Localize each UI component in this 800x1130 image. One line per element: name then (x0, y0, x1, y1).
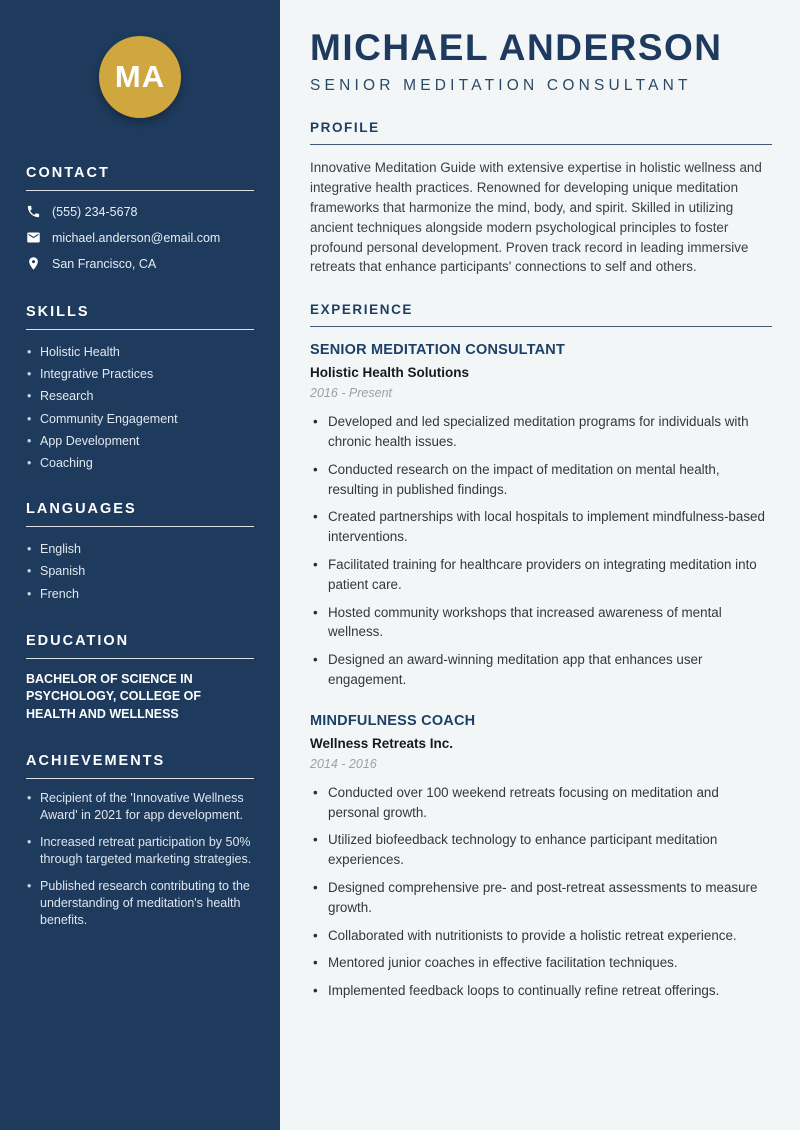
job-2-bullets (310, 783, 772, 1001)
job-1-bullets (310, 412, 772, 690)
job-1-company: Holistic Health Solutions (310, 365, 470, 381)
job-bullet: • Facilitated training for healthcare providers on integrating meditation into patient care. (310, 555, 772, 595)
job-bullet: • Hosted community workshops that increased awareness of mental wellness. (310, 603, 772, 643)
contact-phone-text: (555) 234-5678 (52, 204, 138, 219)
phone-icon (26, 204, 41, 219)
sidebar (0, 0, 280, 1130)
achievement-item: • Recipient of the 'Innovative Wellness Award' in 2021 for app development. (26, 790, 254, 825)
candidate-job-title: SENIOR MEDITATION CONSULTANT (310, 77, 692, 95)
job-bullet: • Designed an award-winning meditation app that enhances user engagement. (310, 650, 772, 690)
job-bullet: • Designed comprehensive pre- and post-retreat assessments to measure growth. (310, 878, 772, 918)
profile-text: Innovative Meditation Guide with extensive expertise in holistic wellness and integrative health practices. Renowned for developing unique meditation frameworks that harmonize the mind, body, and spirit. Skilled in utilizing ancient techniques alongside modern psychological principles to foster profound personal development. Proven track record in leading immersive retreats that enhance participants' connections to self and others. (310, 160, 762, 275)
contact-heading: CONTACT (26, 165, 254, 191)
job-entry-2 (310, 713, 772, 1001)
education-section (26, 633, 254, 723)
skill-item: • Integrative Practices (26, 363, 254, 385)
job-bullet: • Created partnerships with local hospitals to implement mindfulness-based interventions. (310, 507, 772, 547)
skills-section (26, 304, 254, 474)
email-icon (26, 230, 41, 245)
achievements-list (26, 790, 254, 930)
contact-email-row (26, 230, 254, 245)
job-2-dates: 2014 - 2016 (310, 756, 377, 771)
contact-section (26, 165, 254, 271)
language-item: • English (26, 538, 254, 560)
avatar (99, 36, 181, 118)
language-item: • French (26, 583, 254, 605)
languages-section (26, 501, 254, 605)
experience-heading: EXPERIENCE (310, 302, 772, 327)
achievements-section (26, 753, 254, 930)
profile-heading: PROFILE (310, 120, 772, 145)
skill-item: • Coaching (26, 452, 254, 474)
achievement-item: • Published research contributing to the understanding of meditation's health benefits. (26, 878, 254, 930)
contact-rows (26, 204, 254, 271)
contact-location-row (26, 256, 254, 271)
skills-heading: SKILLS (26, 304, 254, 330)
job-1-dates: 2016 - Present (310, 386, 392, 401)
job-entry-1 (310, 342, 772, 690)
job-bullet: • Conducted research on the impact of meditation on mental health, resulting in published findings. (310, 460, 772, 500)
contact-email-text: michael.anderson@email.com (52, 230, 221, 245)
main-content (280, 0, 800, 1130)
job-bullet: • Conducted over 100 weekend retreats focusing on meditation and personal growth. (310, 783, 772, 823)
contact-phone-row (26, 204, 254, 219)
skill-item: • Community Engagement (26, 408, 254, 430)
job-bullet: • Collaborated with nutritionists to provide a holistic retreat experience. (310, 926, 772, 946)
achievements-heading: ACHIEVEMENTS (26, 753, 254, 779)
profile-section (310, 120, 772, 277)
job-bullet: • Developed and led specialized meditation programs for individuals with chronic health issues. (310, 412, 772, 452)
education-heading: EDUCATION (26, 633, 254, 659)
avatar-initials: MA (114, 59, 166, 94)
job-1-title: SENIOR MEDITATION CONSULTANT (310, 342, 566, 359)
languages-heading: LANGUAGES (26, 501, 254, 527)
language-item: • Spanish (26, 560, 254, 582)
job-bullet: • Implemented feedback loops to continually refine retreat offerings. (310, 981, 772, 1001)
skill-item: • Research (26, 385, 254, 407)
achievement-item: • Increased retreat participation by 50% through targeted marketing strategies. (26, 834, 254, 869)
job-bullet: • Utilized biofeedback technology to enhance participant meditation experiences. (310, 830, 772, 870)
skill-item: • App Development (26, 430, 254, 452)
skills-list (26, 341, 254, 474)
experience-section (310, 302, 772, 1001)
location-icon (26, 256, 41, 271)
job-bullet: • Mentored junior coaches in effective facilitation techniques. (310, 953, 772, 973)
education-degree: BACHELOR OF SCIENCE IN PSYCHOLOGY, COLLEGE OF HEALTH AND WELLNESS (26, 671, 202, 721)
job-2-company: Wellness Retreats Inc. (310, 735, 454, 751)
job-2-title: MINDFULNESS COACH (310, 712, 476, 729)
candidate-name: MICHAEL ANDERSON (310, 27, 723, 68)
contact-location-text: San Francisco, CA (52, 256, 157, 271)
languages-list (26, 538, 254, 605)
skill-item: • Holistic Health (26, 341, 254, 363)
